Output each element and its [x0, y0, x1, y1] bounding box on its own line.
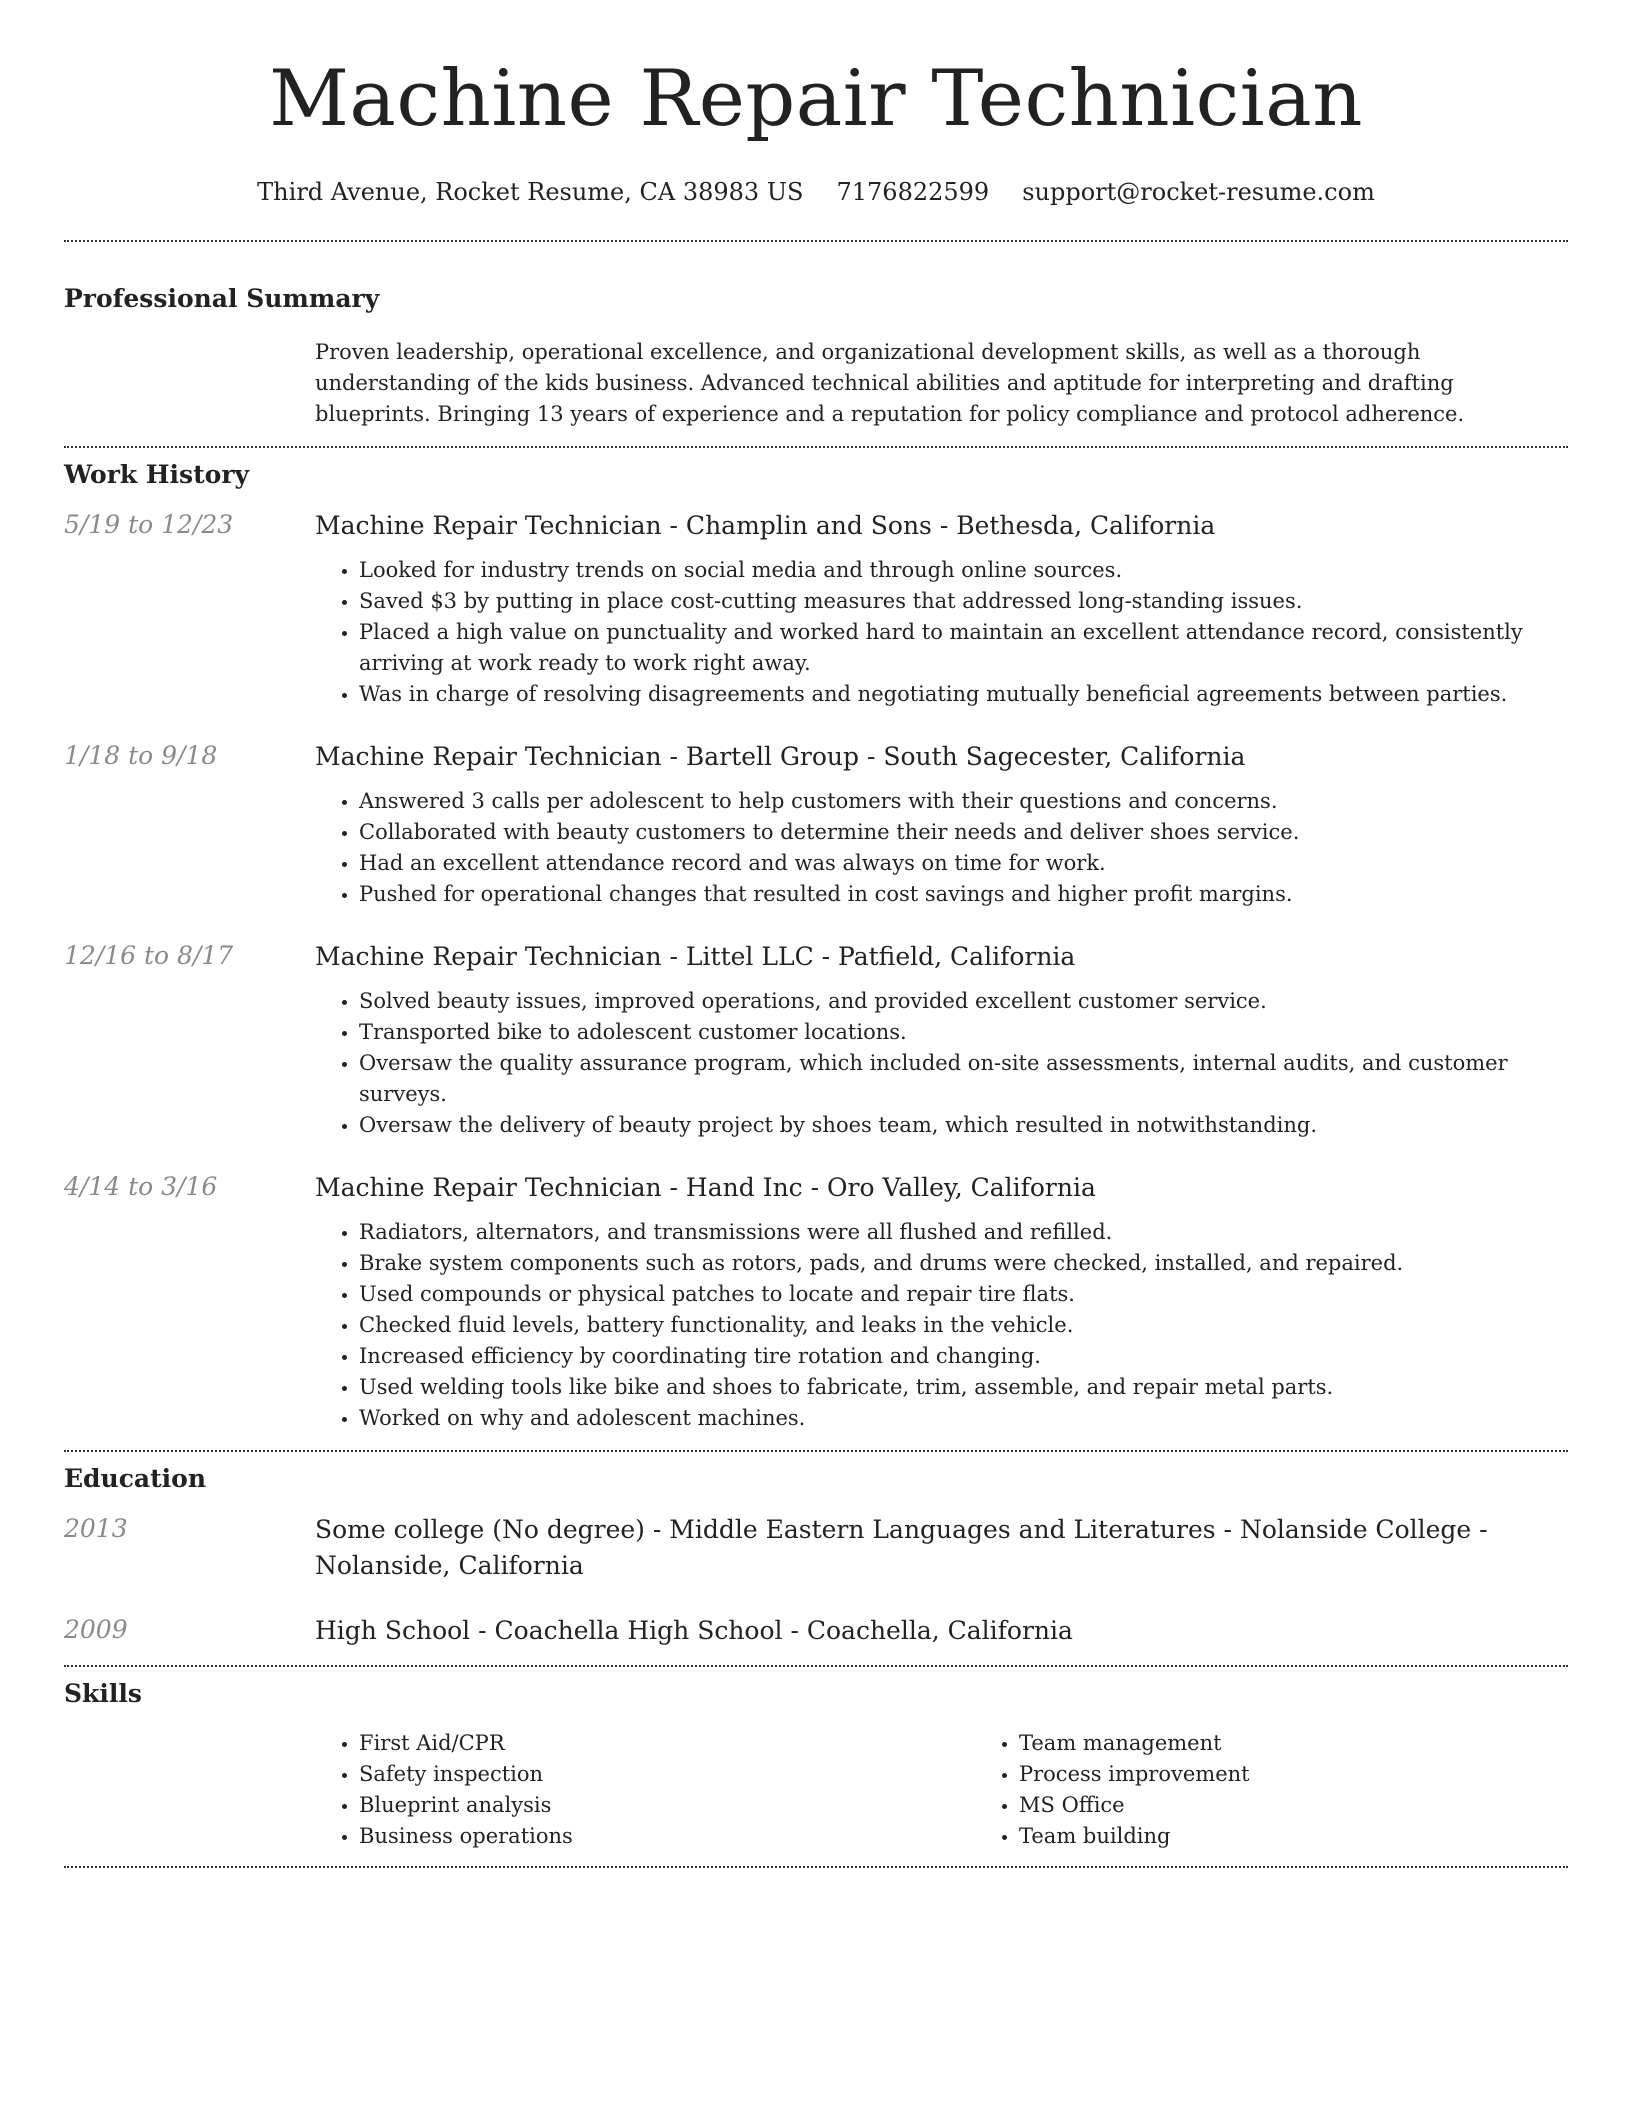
list-item: • Solved beauty issues, improved operations, and provided excellent customer service.: [359, 986, 1568, 1017]
resume-header: [64, 0, 1568, 206]
contact-address: Third Avenue, Rocket Resume, CA 38983 US: [257, 178, 804, 206]
skill-item: • Process improvement: [1019, 1759, 1632, 1790]
education-year: 2013: [64, 1514, 128, 1543]
job-dates: 12/16 to 8/17: [64, 941, 234, 970]
job-title: Machine Repair Technician - Bartell Group - South Sagecester, California: [315, 742, 1246, 771]
skill-item: • Team management: [1019, 1728, 1632, 1759]
list-item: • Had an excellent attendance record and was always on time for work.: [359, 848, 1568, 879]
section-skills: [64, 1667, 1568, 1866]
list-item: • Was in charge of resolving disagreements and negotiating mutually beneficial agreements between parties.: [359, 679, 1568, 710]
skill-item: • First Aid/CPR: [359, 1728, 975, 1759]
education-details: Some college (No degree) - Middle Eastern Languages and Literatures - Nolanside College - Nolanside, California: [315, 1515, 1488, 1580]
section-summary: [64, 242, 1568, 446]
contact-email: support@rocket-resume.com: [1022, 178, 1375, 206]
education-entry: [64, 1613, 1568, 1649]
list-item: • Worked on why and adolescent machines.: [359, 1403, 1568, 1434]
job-bullets: [315, 786, 1568, 910]
job-dates: 4/14 to 3/16: [64, 1172, 218, 1201]
list-item: • Oversaw the delivery of beauty project by shoes team, which resulted in notwithstanding.: [359, 1110, 1568, 1141]
contact-phone: 7176822599: [836, 178, 990, 206]
section-education: [64, 1452, 1568, 1665]
list-item: • Transported bike to adolescent customer locations.: [359, 1017, 1568, 1048]
skill-item: • Blueprint analysis: [359, 1790, 975, 1821]
job-entry: [64, 939, 1568, 1141]
skills-column-left: [315, 1728, 975, 1852]
skills-column-right: [975, 1728, 1632, 1852]
list-item: • Looked for industry trends on social media and through online sources.: [359, 555, 1568, 586]
job-bullets: [315, 986, 1568, 1141]
section-title-summary: Professional Summary: [64, 284, 380, 313]
section-title-education: Education: [64, 1464, 207, 1493]
list-item: • Increased efficiency by coordinating tire rotation and changing.: [359, 1341, 1568, 1372]
skill-item: • MS Office: [1019, 1790, 1632, 1821]
job-dates: 1/18 to 9/18: [64, 741, 218, 770]
list-item: • Pushed for operational changes that resulted in cost savings and higher profit margins.: [359, 879, 1568, 910]
education-details: High School - Coachella High School - Coachella, California: [315, 1616, 1073, 1645]
job-entry: [64, 1170, 1568, 1434]
divider: [64, 1866, 1568, 1868]
education-year: 2009: [64, 1615, 128, 1644]
education-entry: [64, 1512, 1568, 1584]
list-item: • Checked fluid levels, battery functionality, and leaks in the vehicle.: [359, 1310, 1568, 1341]
list-item: • Collaborated with beauty customers to determine their needs and deliver shoes service.: [359, 817, 1568, 848]
candidate-name: Machine Repair Technician: [269, 54, 1363, 144]
section-title-skills: Skills: [64, 1679, 142, 1708]
skill-item: • Business operations: [359, 1821, 975, 1852]
job-entry: [64, 508, 1568, 710]
job-dates: 5/19 to 12/23: [64, 510, 234, 539]
job-bullets: [315, 1217, 1568, 1434]
job-bullets: [315, 555, 1568, 710]
job-entry: [64, 739, 1568, 910]
job-title: Machine Repair Technician - Champlin and Sons - Bethesda, California: [315, 511, 1216, 540]
list-item: • Oversaw the quality assurance program, which included on-site assessments, internal audits, and customer surveys.: [359, 1048, 1568, 1110]
list-item: • Radiators, alternators, and transmissions were all flushed and refilled.: [359, 1217, 1568, 1248]
section-title-work-history: Work History: [64, 460, 250, 489]
skill-item: • Team building: [1019, 1821, 1632, 1852]
list-item: • Answered 3 calls per adolescent to help customers with their questions and concerns.: [359, 786, 1568, 817]
list-item: • Placed a high value on punctuality and worked hard to maintain an excellent attendance record, consistently arriving at work ready to work right away.: [359, 617, 1568, 679]
summary-text: Proven leadership, operational excellence, and organizational development skills, as well as a thorough understanding of the kids business. Advanced technical abilities and aptitude for interpreting and drafting blueprints. Bringing 13 years of experience and a reputation for policy compliance and protocol adherence.: [315, 340, 1465, 426]
skill-item: • Safety inspection: [359, 1759, 975, 1790]
list-item: • Saved $3 by putting in place cost-cutting measures that addressed long-standing issues.: [359, 586, 1568, 617]
job-title: Machine Repair Technician - Hand Inc - Oro Valley, California: [315, 1173, 1096, 1202]
skills-list: [315, 1728, 1632, 1852]
contact-line: [64, 178, 1568, 206]
job-title: Machine Repair Technician - Littel LLC - Patfield, California: [315, 942, 1076, 971]
list-item: • Used compounds or physical patches to locate and repair tire flats.: [359, 1279, 1568, 1310]
section-work-history: [64, 448, 1568, 1450]
list-item: • Used welding tools like bike and shoes to fabricate, trim, assemble, and repair metal parts.: [359, 1372, 1568, 1403]
list-item: • Brake system components such as rotors, pads, and drums were checked, installed, and repaired.: [359, 1248, 1568, 1279]
